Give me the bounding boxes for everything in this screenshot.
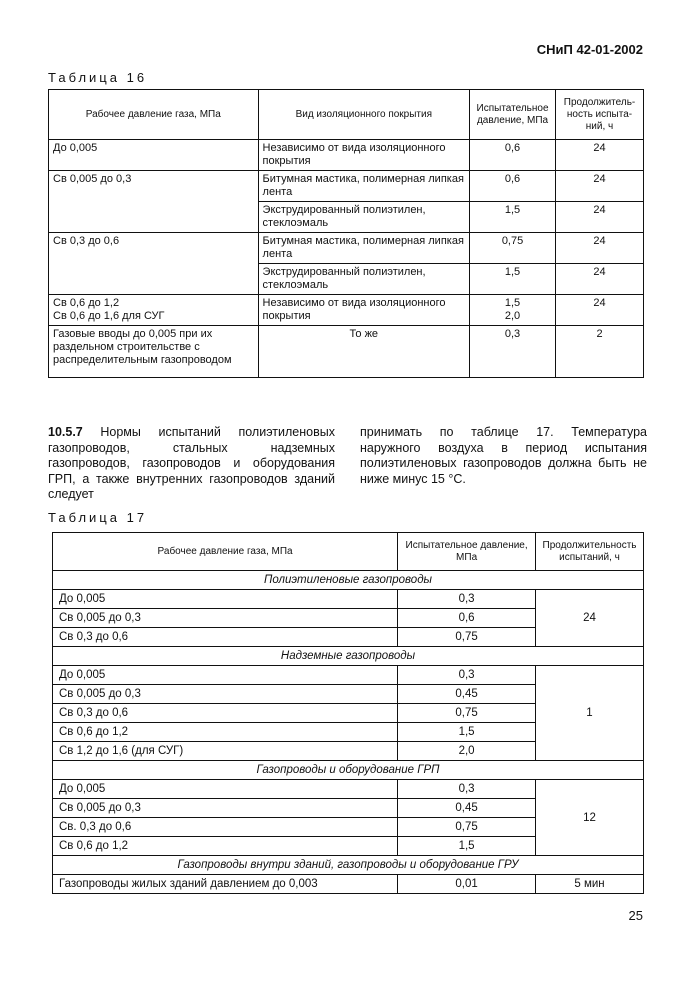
cell-test: 0,01: [398, 875, 536, 894]
cell-coating: Битумная мастика, полимерная липкая лента: [258, 233, 470, 264]
cell-test: 1,5: [470, 202, 556, 233]
cell-duration: 24: [556, 295, 644, 326]
cell-test: 0,6: [470, 171, 556, 202]
cell-pressure: До 0,005: [49, 140, 259, 171]
table17-header-test: Испытательное давление, МПа: [398, 533, 536, 571]
table16-caption: Таблица 16: [48, 70, 148, 85]
cell-pressure: До 0,005: [53, 590, 398, 609]
table17-header-row: [53, 533, 644, 571]
cell-pressure: Св 0,6 до 1,2: [53, 837, 398, 856]
cell-pressure: Св. 0,3 до 0,6: [53, 818, 398, 837]
cell-test: 0,3: [398, 590, 536, 609]
cell-duration: 24: [556, 171, 644, 202]
table-row: [49, 171, 644, 202]
cell-pressure: Св 0,6 до 1,2: [53, 723, 398, 742]
pressure-line-2: Св 0,6 до 1,6 для СУГ: [53, 310, 165, 322]
cell-test: 1,5: [470, 264, 556, 295]
table-row: [53, 666, 644, 685]
table-row: [53, 590, 644, 609]
cell-pressure: Св 0,005 до 0,3: [53, 799, 398, 818]
table-row: [49, 233, 644, 264]
section-title: Полиэтиленовые газопроводы: [53, 571, 644, 590]
cell-pressure: Св 1,2 до 1,6 (для СУГ): [53, 742, 398, 761]
pressure-line-1: Св 0,6 до 1,2: [53, 297, 120, 309]
cell-test: 0,3: [470, 326, 556, 378]
table16-header-pressure: Рабочее давление газа, МПа: [49, 90, 259, 140]
cell-test: 0,75: [398, 818, 536, 837]
cell-duration: 5 мин: [536, 875, 644, 894]
cell-test: 0,6: [398, 609, 536, 628]
test-line-1: 1,5: [504, 297, 521, 309]
cell-duration: 12: [536, 780, 644, 856]
cell-test: 1,5: [398, 723, 536, 742]
cell-coating: Экструдированный полиэтилен, стеклоэмаль: [258, 202, 470, 233]
cell-coating: Независимо от вида изоляционного покрытия: [258, 295, 470, 326]
section-title: Газопроводы и оборудование ГРП: [53, 761, 644, 780]
paragraph-left: [48, 425, 335, 503]
cell-pressure: Газопроводы жилых зданий давлением до 0,003: [53, 875, 398, 894]
cell-test: [470, 295, 556, 326]
cell-test: 0,6: [470, 140, 556, 171]
cell-pressure: Св 0,3 до 0,6: [53, 704, 398, 723]
table-row: [49, 326, 644, 378]
cell-pressure: Св 0,005 до 0,3: [53, 609, 398, 628]
table16-header-coating: Вид изоляционного покрытия: [258, 90, 470, 140]
table17-header-pressure: Рабочее давление газа, МПа: [53, 533, 398, 571]
table16-header-duration: Продолжитель- ность испыта- ний, ч: [556, 90, 644, 140]
cell-test: 2,0: [398, 742, 536, 761]
paragraph-text-left: Нормы испытаний полиэтиленовых газопроводов, стальных надземных газопроводов, газопроводов и оборудования ГРП, а также внутренних газопроводов зданий следует: [48, 425, 335, 501]
cell-duration: 1: [536, 666, 644, 761]
cell-pressure: [49, 295, 259, 326]
cell-pressure: До 0,005: [53, 666, 398, 685]
table-17: [52, 532, 644, 894]
table-row: [49, 295, 644, 326]
paragraph-right: [360, 425, 647, 487]
section-title: Надземные газопроводы: [53, 647, 644, 666]
table16-header-row: [49, 90, 644, 140]
cell-test: 1,5: [398, 837, 536, 856]
cell-duration: 24: [556, 202, 644, 233]
cell-coating: Экструдированный полиэтилен, стеклоэмаль: [258, 264, 470, 295]
table17-caption: Таблица 17: [48, 510, 148, 525]
table17-header-duration: Продолжительность испытаний, ч: [536, 533, 644, 571]
document-code: СНиП 42-01-2002: [536, 42, 643, 57]
page-number: 25: [628, 908, 643, 923]
table-row: [53, 780, 644, 799]
cell-test: 0,75: [398, 704, 536, 723]
cell-duration: 24: [536, 590, 644, 647]
table16-header-test: Испытательное давление, МПа: [470, 90, 556, 140]
cell-test: 0,3: [398, 666, 536, 685]
paragraph-text-right: принимать по таблице 17. Температура наружного воздуха в период испытания полиэтиленовых газопроводов должна быть не ниже минус 15 °С.: [360, 425, 647, 486]
cell-test: 0,3: [398, 780, 536, 799]
cell-duration: 24: [556, 264, 644, 295]
paragraph-number: 10.5.7: [48, 425, 83, 439]
cell-duration: 24: [556, 140, 644, 171]
cell-pressure: Св 0,005 до 0,3: [53, 685, 398, 704]
cell-pressure: Св 0,3 до 0,6: [53, 628, 398, 647]
cell-coating: То же: [258, 326, 470, 378]
table-row: [49, 140, 644, 171]
table-16: [48, 89, 644, 378]
table-row: [53, 875, 644, 894]
cell-pressure: Св 0,005 до 0,3: [49, 171, 259, 233]
cell-pressure: Св 0,3 до 0,6: [49, 233, 259, 295]
cell-test: 0,75: [470, 233, 556, 264]
cell-coating: Битумная мастика, полимерная липкая лента: [258, 171, 470, 202]
cell-coating: Независимо от вида изоляционного покрытия: [258, 140, 470, 171]
cell-test: 0,75: [398, 628, 536, 647]
cell-duration: 24: [556, 233, 644, 264]
cell-test: 0,45: [398, 799, 536, 818]
cell-duration: 2: [556, 326, 644, 378]
cell-pressure: До 0,005: [53, 780, 398, 799]
cell-pressure: Газовые вводы до 0,005 при их раздельном строительстве с распределительным газопроводом: [49, 326, 259, 378]
section-title: Газопроводы внутри зданий, газопроводы и оборудование ГРУ: [53, 856, 644, 875]
test-line-2: 2,0: [504, 310, 521, 322]
cell-test: 0,45: [398, 685, 536, 704]
